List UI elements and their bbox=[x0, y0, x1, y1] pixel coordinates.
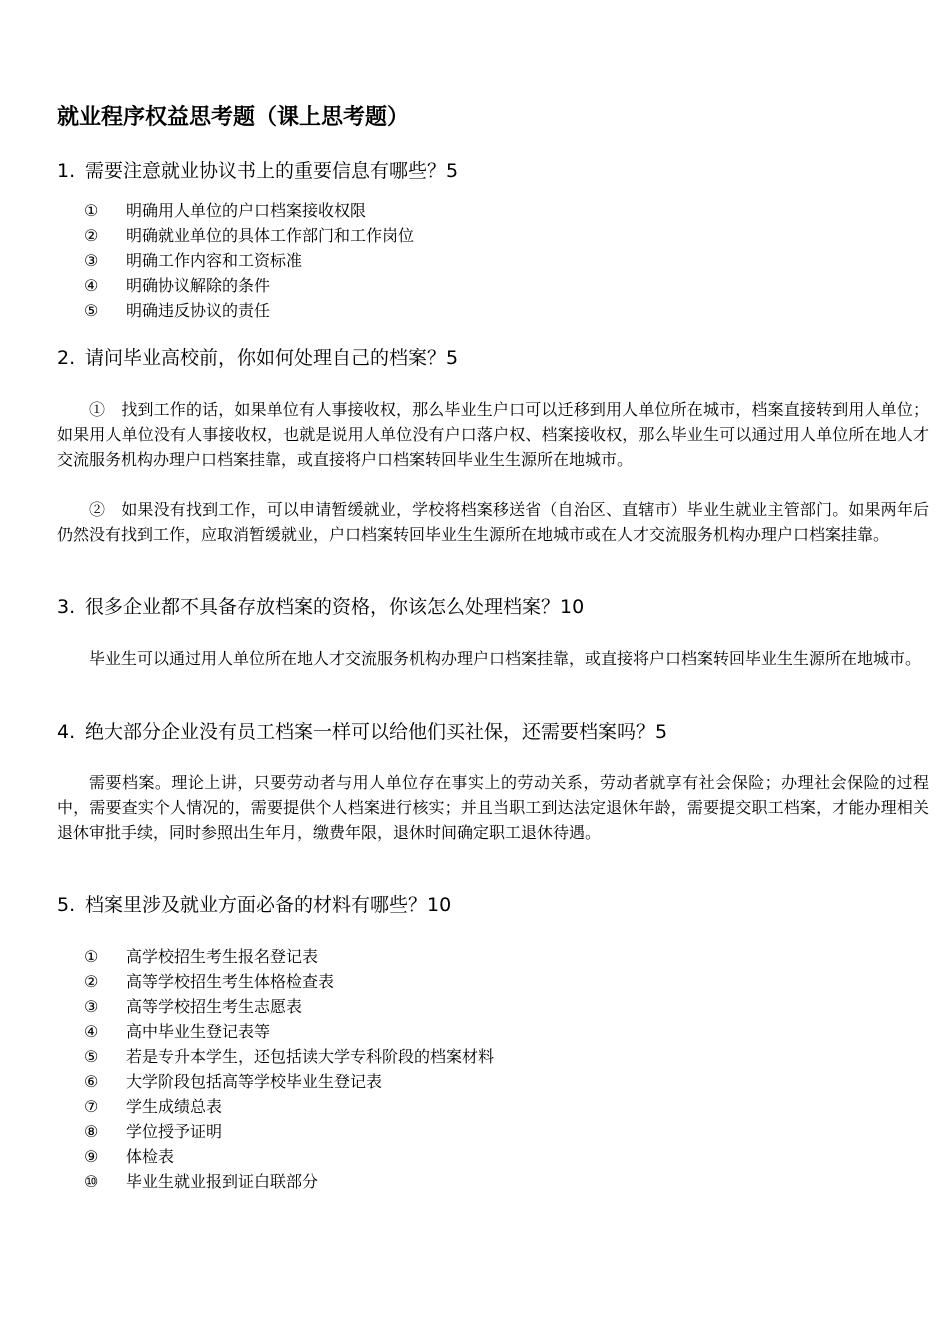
list-item bbox=[84, 248, 414, 273]
item-marker: ② bbox=[84, 226, 99, 245]
list-item bbox=[84, 1169, 494, 1194]
list-item bbox=[84, 969, 494, 994]
list-item bbox=[84, 944, 494, 969]
list-item bbox=[84, 1119, 494, 1144]
item-marker: ③ bbox=[84, 997, 99, 1016]
answer-paragraph: 需要档案。理论上讲，只要劳动者与用人单位存在事实上的劳动关系，劳动者就享有社会保险；办理社会保险的过程中，需要查实个人情况的，需要提供个人档案进行核实；并且当职工到达法定退休年龄，需要提交职工档案，才能办理相关退休审批手续，同时参照出生年月，缴费年限，退休时间确定职工退休待遇。 bbox=[57, 773, 929, 842]
question-text: 绝大部分企业没有员工档案一样可以给他们买社保，还需要档案吗？5 bbox=[85, 721, 668, 743]
list-item bbox=[84, 273, 414, 298]
item-text: 毕业生就业报到证白联部分 bbox=[126, 1172, 319, 1191]
item-text: 高中毕业生登记表等 bbox=[126, 1022, 271, 1041]
item-marker: ⑥ bbox=[84, 1072, 99, 1091]
list-item bbox=[84, 1069, 494, 1094]
question-heading bbox=[57, 341, 458, 375]
item-text: 体检表 bbox=[126, 1147, 175, 1166]
answer-paragraph: ② 如果没有找到工作，可以申请暂缓就业，学校将档案移送省（自治区、直辖市）毕业生就业主管部门。如果两年后仍然没有找到工作，应取消暂缓就业，户口档案转回毕业生生源所在地城市或在人才交流服务机构办理户口档案挂靠。 bbox=[57, 500, 929, 544]
answer-list bbox=[84, 198, 414, 323]
question-text: 需要注意就业协议书上的重要信息有哪些？5 bbox=[85, 160, 459, 182]
item-text: 若是专升本学生，还包括读大学专科阶段的档案材料 bbox=[126, 1047, 495, 1066]
item-marker: ⑧ bbox=[84, 1122, 99, 1141]
list-item bbox=[84, 198, 414, 223]
item-text: 高学校招生考生报名登记表 bbox=[126, 947, 319, 966]
question-text: 档案里涉及就业方面必备的材料有哪些？10 bbox=[85, 894, 452, 916]
item-marker: ② bbox=[84, 972, 99, 991]
item-marker: ⑩ bbox=[84, 1172, 99, 1191]
answer-paragraph: 毕业生可以通过用人单位所在地人才交流服务机构办理户口档案挂靠，或直接将户口档案转回毕业生生源所在地城市。 bbox=[89, 649, 922, 668]
answer-list bbox=[84, 944, 494, 1194]
question-number: 5. bbox=[57, 894, 76, 916]
item-marker: ⑨ bbox=[84, 1147, 99, 1166]
question-heading bbox=[57, 154, 458, 188]
item-marker: ⑤ bbox=[84, 1047, 99, 1066]
item-marker: ④ bbox=[84, 1022, 99, 1041]
item-text: 学位授予证明 bbox=[126, 1122, 223, 1141]
item-text: 明确工作内容和工资标准 bbox=[126, 251, 303, 270]
question-heading bbox=[57, 888, 451, 922]
list-item bbox=[84, 1144, 494, 1169]
item-text: 大学阶段包括高等学校毕业生登记表 bbox=[126, 1072, 383, 1091]
item-marker: ③ bbox=[84, 251, 99, 270]
list-item bbox=[84, 994, 494, 1019]
list-item bbox=[84, 1094, 494, 1119]
item-marker: ① bbox=[84, 947, 99, 966]
question-heading bbox=[57, 715, 667, 749]
question-number: 1. bbox=[57, 160, 76, 182]
item-text: 明确用人单位的户口档案接收权限 bbox=[126, 201, 367, 220]
item-text: 明确就业单位的具体工作部门和工作岗位 bbox=[126, 226, 415, 245]
question-text: 请问毕业高校前，你如何处理自己的档案？5 bbox=[85, 347, 459, 369]
question-number: 4. bbox=[57, 721, 76, 743]
item-text: 明确协议解除的条件 bbox=[126, 276, 271, 295]
item-marker: ⑦ bbox=[84, 1097, 99, 1116]
answer-paragraph: ① 找到工作的话，如果单位有人事接收权，那么毕业生户口可以迁移到用人单位所在城市，档案直接转到用人单位；如果用人单位没有人事接收权，也就是说用人单位没有户口落户权、档案接收权，那么毕业生可以通过用人单位所在地人才交流服务机构办理户口档案挂靠，或直接将户口档案转回毕业生生源所在地城市。 bbox=[57, 400, 929, 469]
list-item bbox=[84, 223, 414, 248]
question-heading bbox=[57, 590, 584, 624]
item-text: 学生成绩总表 bbox=[126, 1097, 223, 1116]
item-marker: ① bbox=[84, 201, 99, 220]
question-number: 2. bbox=[57, 347, 76, 369]
list-item bbox=[84, 1019, 494, 1044]
item-text: 明确违反协议的责任 bbox=[126, 301, 271, 320]
list-item bbox=[84, 298, 414, 323]
question-text: 很多企业都不具备存放档案的资格，你该怎么处理档案？10 bbox=[85, 596, 585, 618]
item-text: 高等学校招生考生志愿表 bbox=[126, 997, 303, 1016]
item-marker: ⑤ bbox=[84, 301, 99, 320]
item-text: 高等学校招生考生体格检查表 bbox=[126, 972, 335, 991]
list-item bbox=[84, 1044, 494, 1069]
question-number: 3. bbox=[57, 596, 76, 618]
item-marker: ④ bbox=[84, 276, 99, 295]
page-title: 就业程序权益思考题（课上思考题） bbox=[57, 105, 410, 130]
